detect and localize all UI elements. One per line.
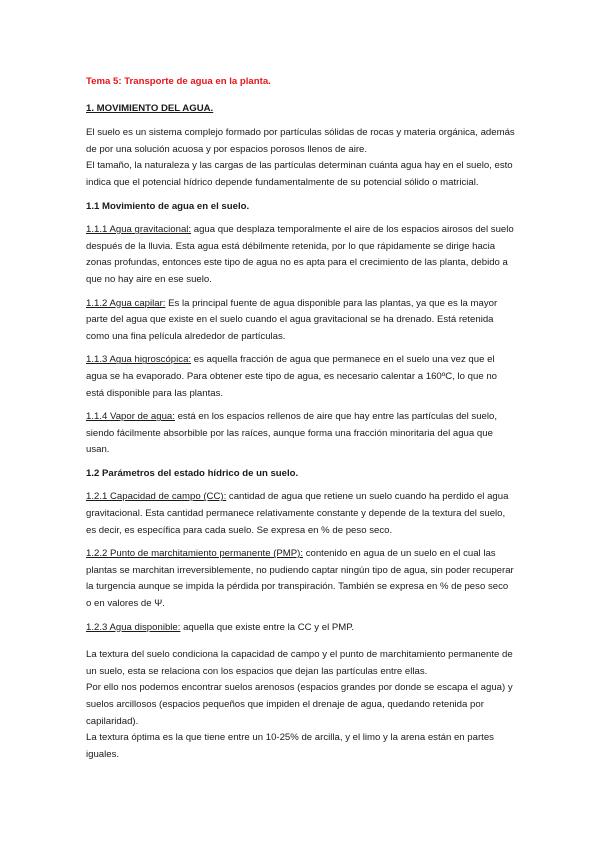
- item-1-1-3: [86, 352, 516, 402]
- item-text: es aquella fracción de agua que permanece en el suelo una vez que el agua se ha evaporado. Para obtener este tipo de agua, es necesario calentar a 160ºC, lo que no está disponible para las plantas.: [86, 354, 497, 399]
- item-term: 1.1.2 Agua capilar:: [86, 297, 166, 309]
- closing-paragraph-2: [86, 680, 516, 730]
- item-text: está en los espacios rellenos de aire que hay entre las partículas del suelo, siendo fácilmente absorbible por las raíces, aunque forma una fracción minoritaria del agua que usan.: [86, 411, 498, 456]
- closing-text-3: La textura óptima es la que tiene entre un 10-25% de arcilla, y el limo y la arena están en partes iguales.: [86, 732, 494, 760]
- item-text: aquella que existe entre la CC y el PMP.: [180, 621, 355, 633]
- intro-paragraph-1: El suelo es un sistema complejo formado por partículas sólidas de rocas y materia orgánica, además de por una solución acuosa y por espacios porosos llenos de aire.: [86, 127, 515, 155]
- closing-paragraph-1: [86, 647, 516, 680]
- item-text: cantidad de agua que retiene un suelo cuando ha perdido el agua gravitacional. Esta cantidad permanece relativamente constante y depende de la textura del suelo, es decir, es específica para cada suelo. Se expresa en % de peso seco.: [86, 491, 509, 536]
- document-title: Tema 5: Transporte de agua en la planta.: [86, 76, 271, 87]
- item-text: agua que desplaza temporalmente el aire de los espacios airosos del suelo después de la lluvia. Esta agua está débilmente retenida, por lo que rápidamente se dirige hacia zonas profundas, entonces este tipo de agua no es apta para el crecimiento de las planta, debido a que no hay aire en ese suelo.: [86, 224, 514, 285]
- closing-paragraph-3: [86, 730, 516, 763]
- item-1-1-2: [86, 296, 516, 346]
- closing-text-1: La textura del suelo condiciona la capacidad de campo y el punto de marchitamiento permanente de un suelo, esta se relaciona con los espacios que dejan las partículas entre ellas.: [86, 649, 513, 677]
- item-1-1-4: [86, 409, 516, 459]
- item-term: 1.2.3 Agua disponible:: [86, 621, 181, 633]
- item-1-2-2: [86, 546, 516, 612]
- item-term: 1.1.1 Agua gravitacional:: [86, 224, 192, 236]
- section-1-intro: [86, 125, 516, 158]
- section-1-heading: 1. MOVIMIENTO DEL AGUA.: [86, 102, 214, 114]
- subsection-1-2-heading: 1.2 Parámetros del estado hídrico de un suelo.: [86, 467, 299, 479]
- item-1-2-1: [86, 489, 516, 539]
- item-1-1-1: [86, 222, 516, 288]
- item-term: 1.1.3 Agua higroscópica:: [86, 354, 192, 366]
- item-1-2-3: [86, 620, 516, 637]
- item-text: contenido en agua de un suelo en el cual las plantas se marchitan irreversiblemente, no pudiendo captar ningún tipo de agua, sin poder recuperar la turgencia aunque se impida la pérdida por transpiración. También se expresa en % de peso seco o en valores de Ψ.: [86, 548, 514, 610]
- subsection-1-1-heading: 1.1 Movimiento de agua en el suelo.: [86, 200, 250, 212]
- item-term: 1.1.4 Vapor de agua:: [86, 411, 175, 423]
- closing-text-2: Por ello nos podemos encontrar suelos arenosos (espacios grandes por donde se escapa el agua) y suelos arcillosos (espacios pequeños que impiden el drenaje de agua, quedando retenida por capilaridad).: [86, 682, 513, 727]
- item-text: Es la principal fuente de agua disponible para las plantas, ya que es la mayor parte del agua que existe en el suelo cuando el agua gravitacional se ha drenado. Está retenida como una fina película alrededor de partículas.: [86, 297, 498, 342]
- section-1-intro-2: [86, 158, 516, 191]
- item-term: 1.2.1 Capacidad de campo (CC):: [86, 491, 227, 503]
- item-term: 1.2.2 Punto de marchitamiento permanente (PMP):: [86, 548, 304, 560]
- intro-paragraph-2: El tamaño, la naturaleza y las cargas de las partículas determinan cuánta agua hay en el suelo, esto indica que el potencial hídrico depende fundamentalmente de su potencial sólido o matricial.: [86, 160, 513, 188]
